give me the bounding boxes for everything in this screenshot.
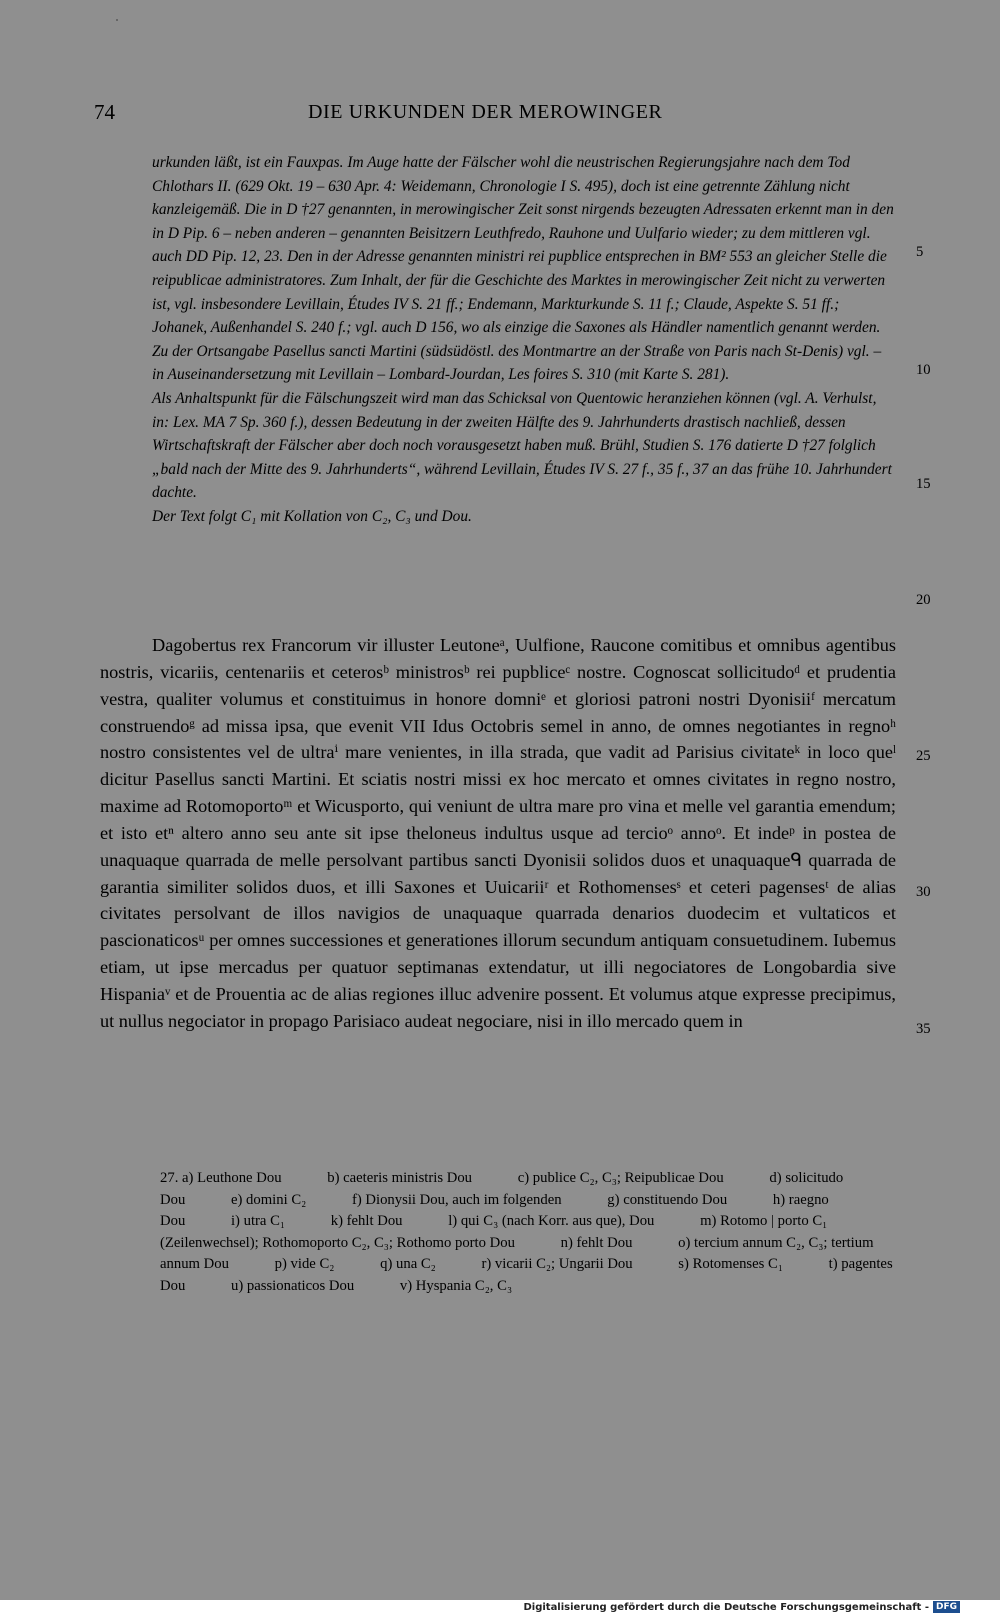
footnote-entry: o) tercium annum C₂, C₃; tertium annum Dou: [160, 1234, 874, 1273]
running-title: DIE URKUNDEN DER MEROWINGER: [308, 101, 663, 123]
commentary-paragraph-2: Als Anhaltspunkt für die Fälschungszeit wird man das Schicksal von Quentowic heranziehen können (vgl. A. Verhulst, in: Lex. MA 7 Sp. 360 f.), dessen Bedeutung in der zweiten Hälfte des 9. Jahrhunderts drastisch nachließ, dessen Wirtschaftskraft der Fälscher aber doch noch vorausgesetzt haben muß. Brühl, Studien S. 176 datierte D †27 folglich „bald nach der Mitte des 9. Jahrhunderts“, während Levillain, Études IV S. 27 f., 35 f., 37 an das frühe 10. Jahrhundert dachte.: [152, 389, 892, 502]
scan-speck: [116, 19, 118, 21]
footnote-entry: u) passionaticos Dou: [230, 1277, 355, 1294]
footnote-entry: f) Dionysii Dou, auch im folgenden: [351, 1191, 562, 1208]
line-number: 35: [916, 1021, 931, 1037]
footnote-entry: d) solicitudo Dou: [160, 1170, 844, 1208]
funding-credit-text: Digitalisierung gefördert durch die Deutsche Forschungsgemeinschaft -: [523, 1601, 929, 1613]
footnote-entry: k) fehlt Dou: [330, 1213, 403, 1230]
funding-credit: [523, 1600, 960, 1614]
commentary-paragraph-1: urkunden läßt, ist ein Fauxpas. Im Auge hatte der Fälscher wohl die neustrischen Regierungsjahre nach dem Tod Chlothars II. (629 Okt. 19 – 630 Apr. 4: Weidemann, Chronologie I S. 495), doch ist eine getrennte Zählung nicht kanzleigemäß. Die in D †27 genannten, in merowingischer Zeit sonst nirgends bezeugten Adressaten erkennt man in den in D Pip. 6 – neben anderen – genannten Beisitzern Leuthfredo, Rauhone und Uulfario wieder; zu dem mittleren vgl. auch DD Pip. 12, 23. Den in der Adresse genannten ministri rei pupblice entsprechen in BM² 553 an gleicher Stelle die reipublicae administratores. Zum Inhalt, der für die Geschichte des Marktes in merowingischer Zeit nicht zu verwerten ist, vgl. insbesondere Levillain, Études IV S. 21 ff.; Endemann, Markturkunde S. 11 f.; Claude, Aspekte S. 51 ff.; Johanek, Außenhandel S. 240 f.; vgl. auch D 156, wo als einzige die Saxones als Händler namentlich genannt werden. Zu der Ortsangabe Pasellus sancti Martini (südsüdöstl. des Montmartre an der Straße von Paris nach St-Denis) vgl. – in Auseinandersetzung mit Levillain – Lombard-Jourdan, Les foires S. 310 (mit Karte S. 281).: [152, 154, 894, 384]
line-number: 25: [916, 748, 931, 764]
footnote-entry: p) vide C₂: [274, 1256, 335, 1273]
footnote-entry: l) qui C₃ (nach Korr. aus que), Dou: [448, 1213, 655, 1230]
footnote-entry: m) Rotomo | porto C₁ (Zeilenwechsel); Rothomoporto C₂, C₃; Rothomo porto Dou: [160, 1213, 828, 1251]
footnote-entry: s) Rotomenses C₁: [678, 1256, 783, 1273]
footnote-entry: 27. a) Leuthone Dou: [160, 1170, 282, 1186]
footnote-entry: t) pagentes Dou: [160, 1256, 893, 1294]
footnote-entry: v) Hyspania C₂, C₃: [399, 1277, 513, 1294]
page-number: 74: [94, 100, 115, 124]
footnote-entry: i) utra C₁: [230, 1213, 286, 1230]
charter-paragraph: Dagobertus rex Francorum vir illuster Leutoneᵃ, Uulfione, Raucone comitibus et omnibus agentibus nostris, vicariis, centenariis et ceterosᵇ ministrosᵇ rei pupbliceᶜ nostre. Cognoscat sollicitudoᵈ et prudentia vestra, qualiter volumus et constituimus in honore domniᵉ et gloriosi patroni nostri Dyonisiiᶠ mercatum construendoᵍ ad missa ipsa, que evenit VII Idus Octobris semel in anno, de omnes negotiantes in regnoʰ nostro consistentes vel de ultraⁱ mare venientes, in illa strada, que vadit ad Parisius civitateᵏ in loco queˡ dicitur Pasellus sancti Martini. Et sciatis nostri missi ex hoc mercato et omnes civitates in regno nostro, maxime ad Rotomoportoᵐ et Wicusporto, qui veniunt de ultra mare pro vina et melle vel garantia emendum; et isto etⁿ altero anno seu ante sit ipse theloneus indultus usque ad tercioᵒ annoᵒ. Et indeᵖ in postea de unaquaque quarrada de melle persolvant partibus sancti Dyonisii solidos duos et unaquaqueᑫ quarrada de garantia similiter solidos duos, et illi Saxones et Uuicariiʳ et Rothomensesˢ et ceteri pagensesᵗ de alias civitates persolvant de illos navigios de unaquaque quarrada denarios duodecim et vultaticos et pascionaticosᵘ per omnes successiones et generationes illorum secundum antiquam consuetudinem. Iubemus etiam, ut ipse mercadus per quatuor septimanas extendatur, ut illi negociatores de Longobardia sive Hispaniaᵛ et de Prouentia ac de alias regiones illuc advenire possent. Et volumus atque expresse precipimus, ut nullus negociator in propago Parisiaco audeat negociare, nisi in illo mercado quem in: [100, 635, 896, 1031]
footnote-entry: b) caeteris ministris Dou: [327, 1170, 473, 1186]
line-number: 5: [916, 244, 924, 260]
line-number: 20: [916, 592, 931, 608]
commentary-block: [152, 151, 896, 529]
footnote-entry: q) una C₂: [380, 1256, 436, 1273]
footnote-entry: r) vicarii C₂; Ungarii Dou: [481, 1256, 633, 1273]
line-number: 30: [916, 884, 931, 900]
critical-apparatus: [160, 1168, 898, 1298]
charter-text: [100, 632, 896, 1035]
footnote-entry: e) domini C₂: [230, 1191, 307, 1208]
line-number: 15: [916, 476, 931, 492]
footnote-entry: h) raegno Dou: [160, 1191, 829, 1230]
dfg-logo: DFG: [933, 1601, 960, 1613]
footnote-entry: n) fehlt Dou: [560, 1234, 633, 1251]
line-number: 10: [916, 362, 931, 378]
commentary-paragraph-3: Der Text folgt C₁ mit Kollation von C₂, C₃ und Dou.: [152, 507, 472, 525]
footnote-entry: c) publice C₂, C₃; Reipublicae Dou: [517, 1170, 724, 1186]
footnote-entry: g) constituendo Dou: [607, 1191, 728, 1208]
